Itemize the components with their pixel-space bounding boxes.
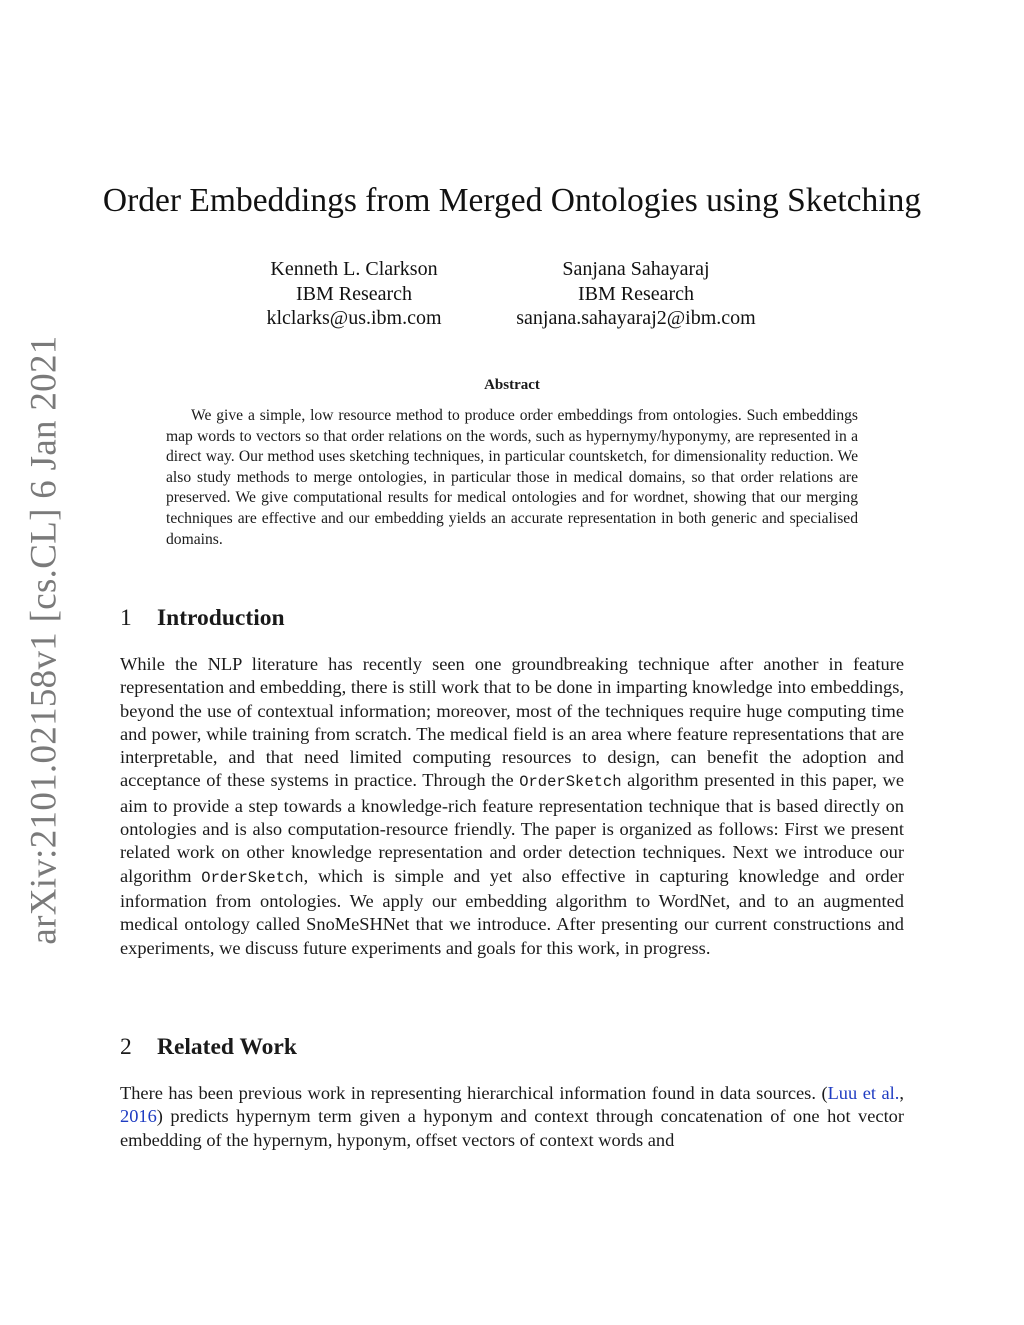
section-heading-introduction (120, 605, 285, 632)
author-email: sanjana.sahayaraj2@ibm.com (516, 307, 756, 329)
author-name: Kenneth L. Clarkson (270, 258, 438, 280)
paragraph-text: While the NLP literature has recently seen one groundbreaking technique after another in feature representation and embedding, there is still work that to be done in imparting knowledge into embeddings, beyond the use of contextual information; moreover, most of the techniques require huge computing time and power, while training from scratch. The medical field is an area where feature representations that are interpretable, and that need limited computing resources to design, can benefit the adoption and acceptance of these systems in practice. Through the (120, 654, 904, 791)
section-number: 2 (120, 1034, 132, 1060)
paper-title: Order Embeddings from Merged Ontologies using Sketching (102, 182, 922, 219)
author-name: Sanjana Sahayaraj (562, 258, 710, 280)
introduction-paragraph (120, 653, 904, 960)
citation-link[interactable] (828, 1083, 900, 1103)
algorithm-name-code: OrderSketch (519, 773, 622, 792)
abstract-text: We give a simple, low resource method to produce order embeddings from ontologies. Such embeddings map words to vectors so that order relations on the words, such as hypernymy/hyponymy, are represented in a direct way. Our method uses sketching techniques, in particular countsketch, for dimensionality reduction. We also study methods to merge ontologies, in particular those in medical domains, so that order relations are preserved. We give computational results for medical ontologies and for wordnet, showing that our merging techniques are effective and our embedding yields an accurate representation in both generic and specialised domains. (166, 407, 858, 548)
paragraph-text: There has been previous work in representing hierarchical information found in data sources. ( (120, 1083, 828, 1103)
arxiv-identifier-stamp: arXiv:2101.02158v1 [cs.CL] 6 Jan 2021 (23, 335, 65, 945)
author-affiliation: IBM Research (577, 282, 695, 305)
citation-separator: , (899, 1083, 905, 1103)
paragraph-text: , which is simple and yet also effective in capturing knowledge and order information from ontologies. We apply our embedding algorithm to WordNet, and to an augmented medical ontology called SnoMeSHNet that we introduce. After presenting our current constructions and experiments, we discuss future experiments and goals for this work, in progress. (120, 865, 905, 958)
algorithm-name-code: OrderSketch (201, 868, 304, 887)
citation-year-link[interactable]: 2016 (120, 1106, 157, 1127)
author-block (490, 257, 782, 331)
author-email: klclarks@us.ibm.com (266, 307, 442, 329)
section-heading-related-work (120, 1034, 297, 1061)
section-number: 1 (120, 605, 132, 631)
author-affiliation: IBM Research (295, 282, 413, 305)
author-block (236, 257, 472, 331)
related-work-paragraph (120, 1082, 904, 1152)
paragraph-text: ) predicts hypernym term given a hyponym and context through concatenation of one hot vector embedding of the hypernym, hyponym, offset vectors of context words and (120, 1106, 904, 1150)
section-title: Related Work (157, 1034, 297, 1060)
abstract-heading: Abstract (484, 377, 540, 393)
section-title: Introduction (157, 605, 285, 631)
paragraph-text: algorithm presented in this paper, we aim to provide a step towards a knowledge-rich feature representation technique that is based directly on ontologies and is also computation-resource friendly. The paper is organized as follows: First we present related work on other knowledge representation and order detection techniques. Next we introduce our algorithm (120, 770, 905, 886)
citation-authors[interactable]: Luu et al. (827, 1083, 900, 1103)
